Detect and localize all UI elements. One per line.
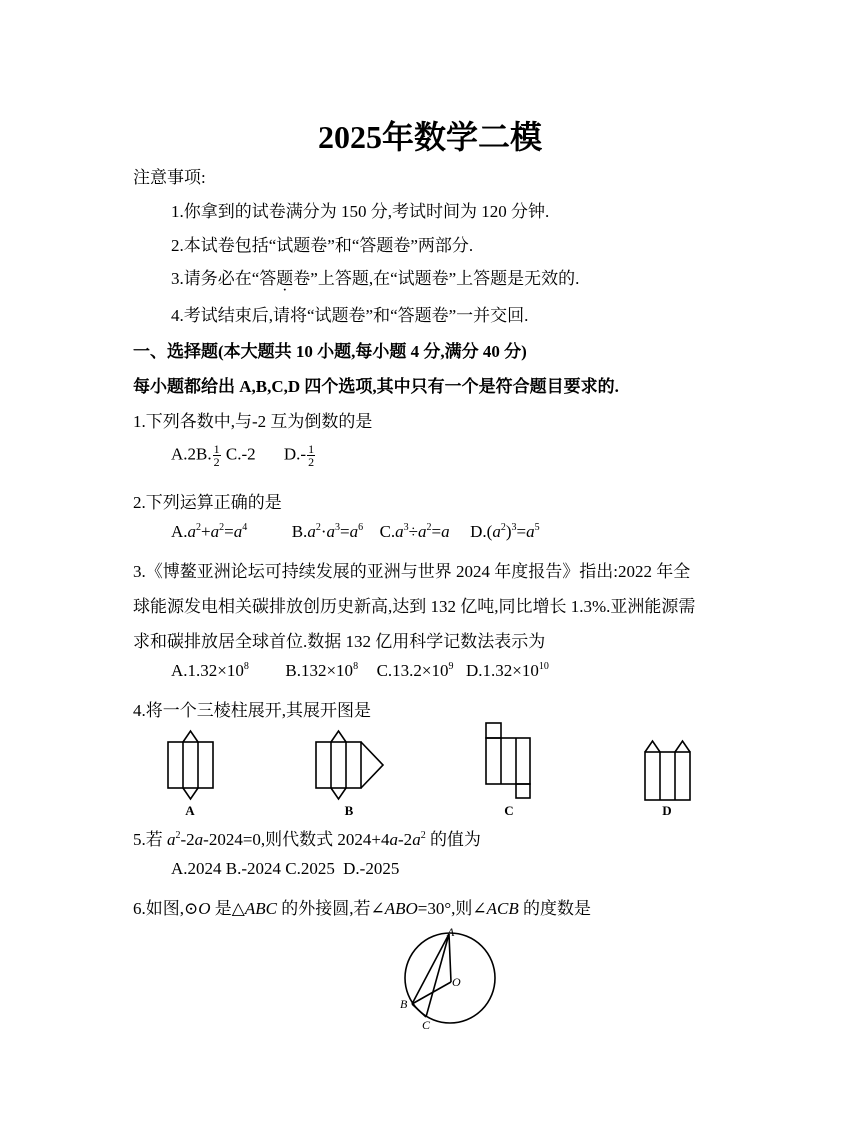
- notice-item-3: 3.请务必在“答题卷”上答题,在“试题卷”上答题是无效的.: [171, 269, 580, 288]
- q2-option-d: $D.(a^2)^3=a^5$: [470, 522, 540, 541]
- notice-item-4: 4.考试结束后,请将“试题卷”和“答题卷”一并交回.: [171, 306, 529, 325]
- q4-label-d: D: [662, 803, 672, 818]
- q2-option-b: $B.a^2\cdot a^3=a^6$: [291, 522, 364, 541]
- q5-options: [171, 859, 399, 879]
- q4-label-c: C: [504, 803, 514, 818]
- q1-option-c: C.-2: [225, 444, 256, 464]
- q4-figure-d: [645, 741, 690, 818]
- section1-heading: 一、选择题(本大题共 10 小题,每小题 4 分,满分 40 分): [133, 342, 527, 361]
- q6-point-c: C: [422, 1018, 431, 1032]
- q5-option-a: A.2024: [171, 859, 222, 878]
- q6-point-a: A: [447, 925, 455, 939]
- q4-figure-c: [486, 723, 530, 818]
- q6-point-b: B: [400, 997, 408, 1011]
- q3-stem-line-2: 球能源发电相关碳排放创历史新高,达到 132 亿吨,同比增长 1.3%.亚洲能源需: [133, 597, 696, 616]
- q3-option-a: $A.1.32\times 10^8$: [171, 661, 249, 680]
- q3-option-b: $B.132\times 10^8$: [285, 661, 359, 680]
- q5-option-b: B.-2024: [225, 859, 282, 878]
- notice-item-1: 1.你拿到的试卷满分为 150 分,考试时间为 120 分钟.: [171, 202, 550, 221]
- q6-point-o: O: [452, 975, 461, 989]
- q4-stem: 4.将一个三棱柱展开,其展开图是: [133, 701, 371, 720]
- notice-item-2: 2.本试卷包括“试题卷”和“答题卷”两部分.: [171, 236, 474, 255]
- notice-heading: 注意事项:: [133, 168, 206, 187]
- notice-item-3-emphasis: 答题卷: [259, 269, 311, 288]
- q2-option-a: $A.a^2+a^2=a^4$: [171, 522, 248, 541]
- q4-figure-a: [168, 731, 213, 818]
- page-title: 2025年数学二模: [317, 119, 542, 155]
- q5-option-d: D.-2025: [343, 859, 400, 878]
- q1-option-b-prefix: B.: [196, 444, 212, 464]
- q6-stem: 6.如图,⊙O 是△ABC 的外接圆,若∠ABO=30°,则∠ACB 的度数是: [133, 899, 592, 918]
- q4-label-a: A: [185, 803, 195, 818]
- q1-option-d-prefix: D.-: [283, 444, 307, 464]
- section1-instruction: 每小题都给出 A,B,C,D 四个选项,其中只有一个是符合题目要求的.: [133, 377, 619, 396]
- q3-option-c: $C.13.2\times 10^9$: [376, 661, 454, 680]
- q5-stem: 5.若 $a^2-2a-2024=0$,则代数式 $2024+4a-2a^2$ 的值为: [133, 830, 481, 849]
- q1-stem: 1.下列各数中,与-2 互为倒数的是: [133, 412, 373, 431]
- q3-stem-line-1: 3.《博鳌亚洲论坛可持续发展的亚洲与世界 2024 年度报告》指出:2022 年全: [133, 562, 691, 581]
- q3-option-d: $D.1.32\times 10^{10}$: [466, 661, 549, 680]
- q5-option-c: C.2025: [285, 859, 335, 878]
- q4-label-b: B: [344, 803, 354, 818]
- q1-option-a: A.2: [171, 444, 197, 464]
- q1-option-b-fraction: $\frac{1}{2}$: [213, 442, 220, 469]
- q2-option-c: $C.a^3\div a^2=a$: [379, 522, 450, 541]
- q3-stem-line-3: 求和碳排放居全球首位.数据 132 亿用科学记数法表示为: [133, 632, 546, 651]
- q6-figure: [400, 925, 495, 1032]
- q2-stem: 2.下列运算正确的是: [133, 493, 282, 512]
- q1-option-d-fraction: $\frac{1}{2}$: [308, 442, 315, 469]
- q4-figure-b: [316, 731, 383, 818]
